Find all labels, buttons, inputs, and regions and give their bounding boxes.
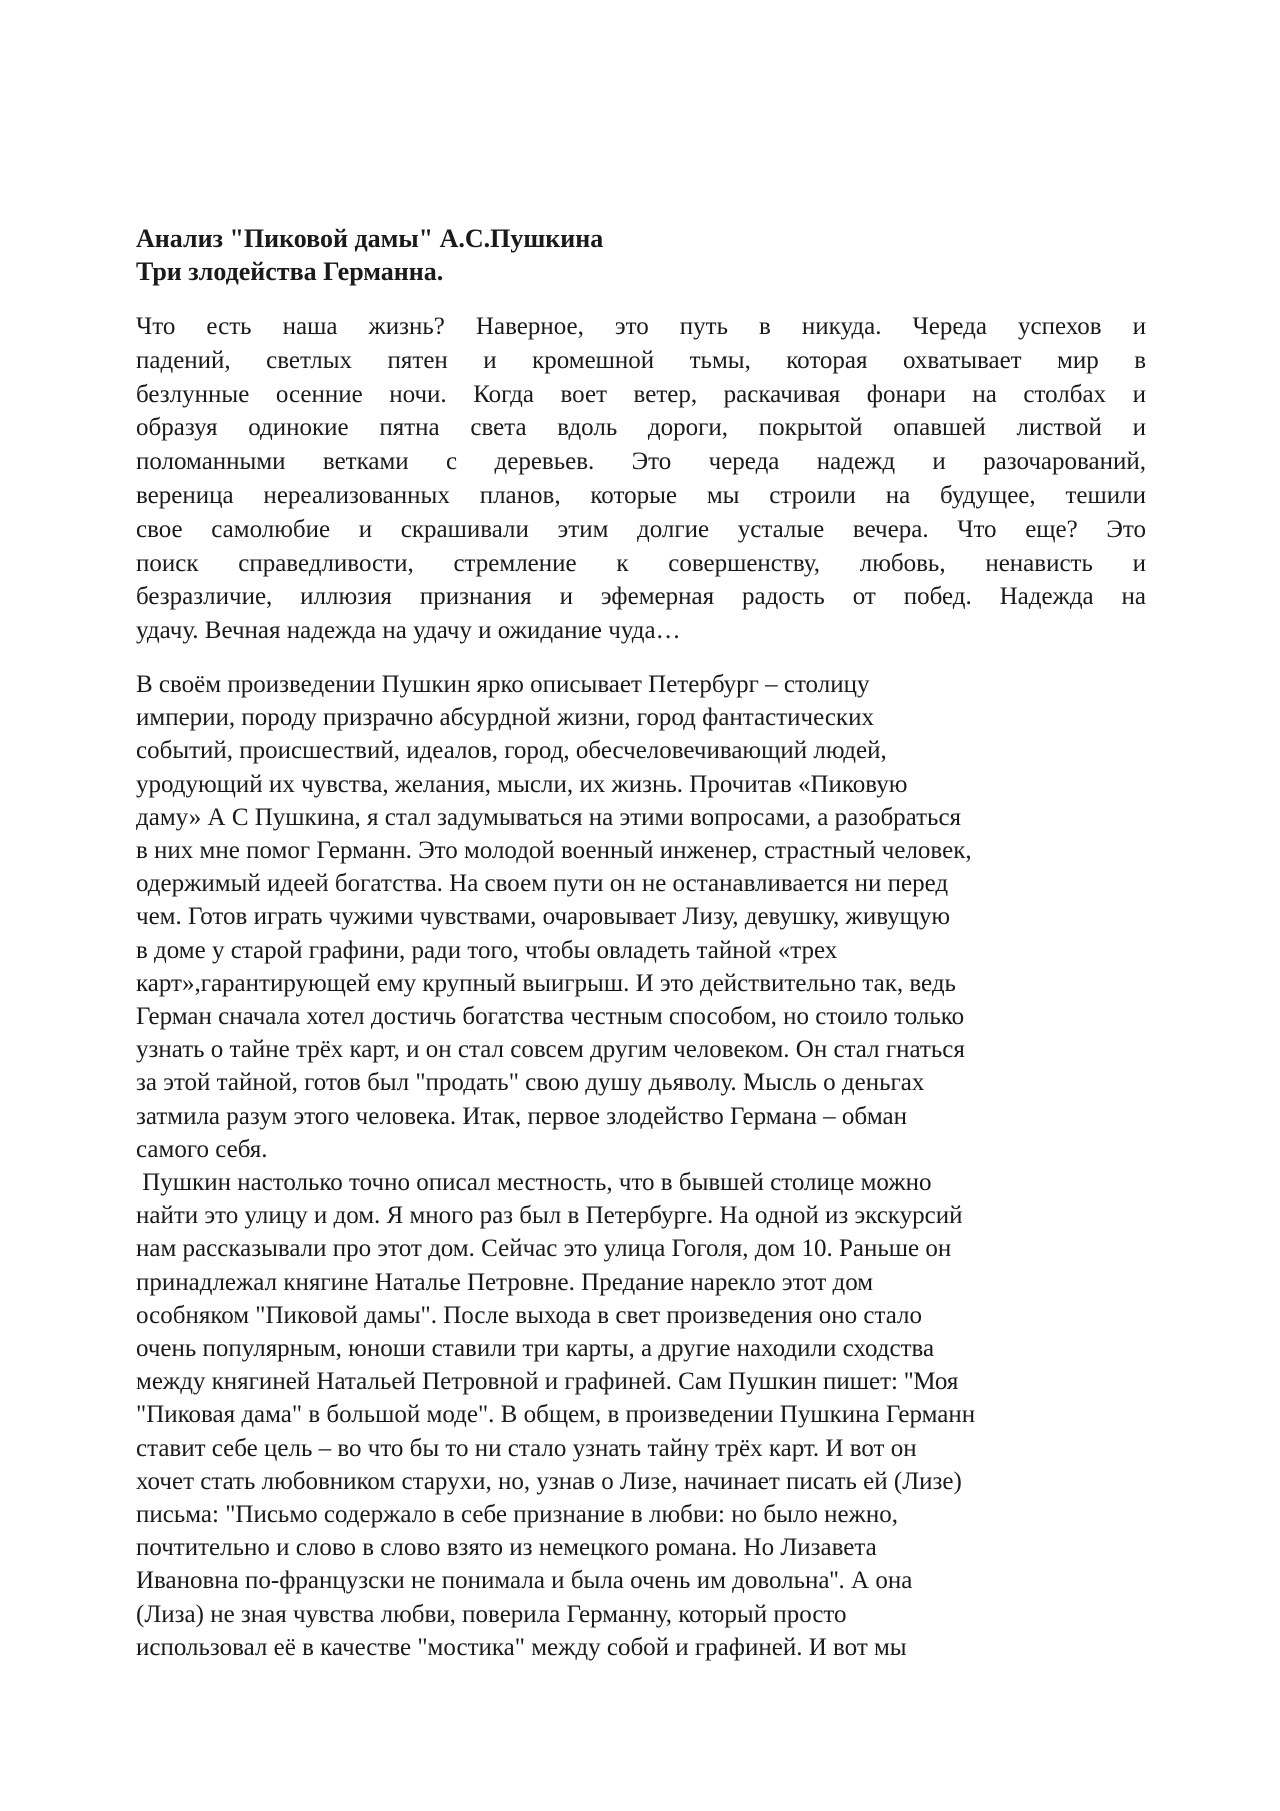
paragraph-line: даму» А С Пушкина, я стал задумываться на этими вопросами, а разобраться: [136, 803, 962, 831]
paragraph-line: карт»,гарантирующей ему крупный выигрыш. И это действительно так, ведь: [136, 969, 956, 997]
paragraph-line: в них мне помог Германн. Это молодой военный инженер, страстный человек,: [136, 836, 972, 864]
paragraph-line: найти это улицу и дом. Я много раз был в Петербурге. На одной из экскурсий: [136, 1202, 963, 1230]
document-title: [136, 222, 1146, 288]
paragraph-line: безлунные осенние ночи. Когда воет ветер, раскачивая фонари на столбах и: [136, 380, 1146, 408]
paragraph-line: использовал её в качестве "мостика" между собой и графиней. И вот мы: [136, 1633, 907, 1661]
paragraph-line: в доме у старой графини, ради того, чтобы овладеть тайной «трех: [136, 936, 838, 964]
paragraph-line: почтительно и слово в слово взято из немецкого романа. Но Лизавета: [136, 1534, 877, 1562]
paragraph-line: событий, происшествий, идеалов, город, обесчеловечивающий людей,: [136, 737, 887, 765]
paragraph-line: письма: "Письмо содержало в себе признание в любви: но было нежно,: [136, 1501, 898, 1529]
paragraph-line: "Пиковая дама" в большой моде". В общем, в произведении Пушкина Германн: [136, 1401, 976, 1429]
paragraph-line: В своём произведении Пушкин ярко описывает Петербург – столицу: [136, 670, 870, 698]
paragraph-line: особняком "Пиковой дамы". После выхода в свет произведения оно стало: [136, 1301, 922, 1329]
paragraph-line: Ивановна по-французски не понимала и была очень им довольна''. А она: [136, 1567, 913, 1595]
paragraph-line: образуя одинокие пятна света вдоль дороги, покрытой опавшей листвой и: [136, 414, 1146, 442]
analysis-paragraph: [136, 668, 1146, 1664]
paragraph-line: безразличие, иллюзия признания и эфемерная радость от побед. Надежда на: [136, 583, 1146, 611]
paragraph-line: Герман сначала хотел достичь богатства честным способом, но стоило только: [136, 1003, 965, 1030]
paragraph-line: узнать о тайне трёх карт, и он стал совсем другим человеком. Он стал гнаться: [136, 1036, 965, 1064]
document-page: [136, 222, 1146, 1664]
paragraph-line: за этой тайной, готов был "продать" свою душу дьяволу. Мысль о деньгах: [136, 1069, 925, 1097]
paragraph-line: самого себя.: [136, 1135, 268, 1163]
paragraph-line: хочет стать любовником старухи, но, узнав о Лизе, начинает писать ей (Лизе): [136, 1467, 962, 1495]
paragraph-line: уродующий их чувства, желания, мысли, их жизнь. Прочитав «Пиковую: [136, 770, 908, 798]
paragraph-line: затмила разум этого человека. Итак, первое злодейство Германа – обман: [136, 1102, 908, 1130]
paragraph-line: удачу. Вечная надежда на удачу и ожидание чуда…: [136, 617, 681, 645]
paragraph-line: Пушкин настолько точно описал местность, что в бывшей столице можно: [136, 1169, 932, 1197]
paragraph-line: одержимый идеей богатства. На своем пути он не останавливается ни перед: [136, 870, 949, 898]
paragraph-line: очень популярным, юноши ставили три карты, а другие находили сходства: [136, 1335, 935, 1363]
paragraph-line: чем. Готов играть чужими чувствами, очаровывает Лизу, девушку, живущую: [136, 903, 951, 931]
title-line: Анализ "Пиковой дамы" А.С.Пушкина: [136, 224, 604, 253]
paragraph-line: ставит себе цель – во что бы то ни стало узнать тайну трёх карт. И вот он: [136, 1434, 917, 1462]
paragraph-line: нам рассказывали про этот дом. Сейчас это улица Гоголя, дом 10. Раньше он: [136, 1235, 952, 1263]
paragraph-line: поиск справедливости, стремление к совершенству, любовь, ненависть и: [136, 549, 1146, 577]
paragraph-line: империи, породу призрачно абсурдной жизни, город фантастических: [136, 704, 874, 732]
intro-paragraph: [136, 310, 1146, 648]
paragraph-line: падений, светлых пятен и кромешной тьмы, которая охватывает мир в: [136, 346, 1146, 374]
paragraph-line: вереница нереализованных планов, которые мы строили на будущее, тешили: [136, 481, 1146, 509]
paragraph-line: (Лиза) не зная чувства любви, поверила Германну, который просто: [136, 1600, 847, 1628]
paragraph-line: принадлежал княгине Наталье Петровне. Предание нарекло этот дом: [136, 1268, 874, 1296]
paragraph-line: Что есть наша жизнь? Наверное, это путь в никуда. Череда успехов и: [136, 313, 1146, 340]
subtitle-line: Три злодейства Германна.: [136, 257, 444, 286]
paragraph-line: между княгиней Натальей Петровной и графиней. Сам Пушкин пишет: ''Моя: [136, 1368, 959, 1396]
paragraph-line: свое самолюбие и скрашивали этим долгие усталые вечера. Что еще? Это: [136, 515, 1146, 543]
paragraph-line: поломанными ветками с деревьев. Это череда надежд и разочарований,: [136, 448, 1146, 476]
